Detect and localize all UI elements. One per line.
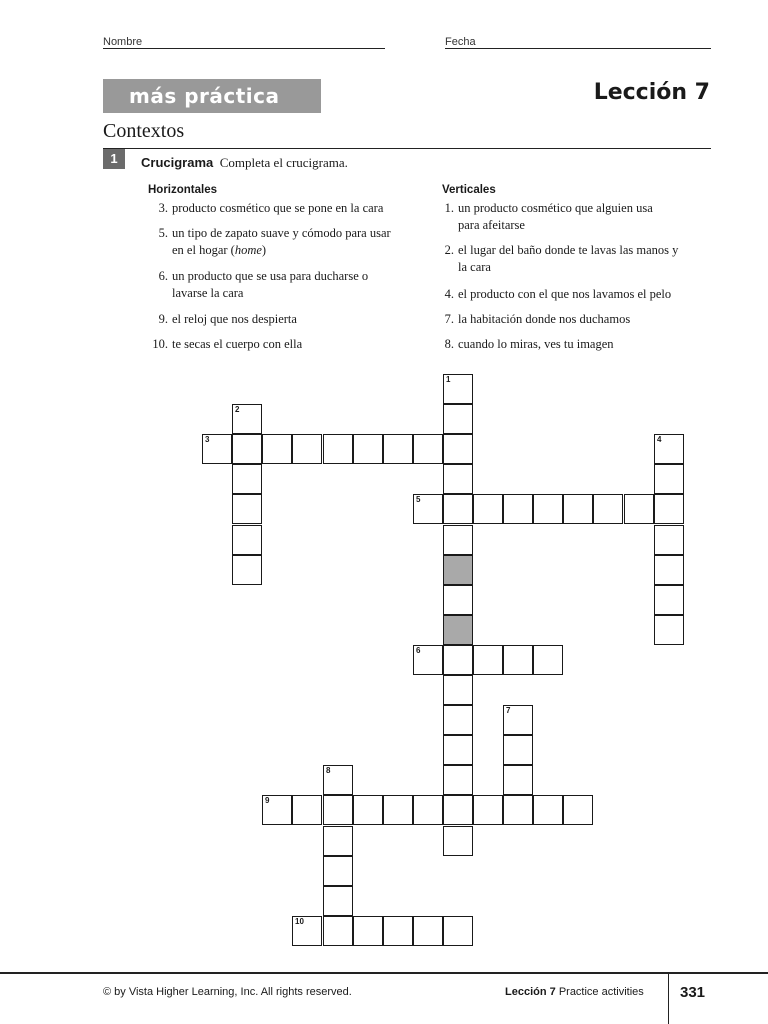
clue-text: un tipo de zapato suave y cómodo para usar xyxy=(172,226,391,240)
crossword-cell[interactable] xyxy=(232,555,262,585)
crossword-cell[interactable] xyxy=(232,464,262,494)
copyright: © by Vista Higher Learning, Inc. All rights reserved. xyxy=(103,986,352,998)
crossword-cell[interactable] xyxy=(654,494,684,524)
clue-number: 7. xyxy=(444,312,454,326)
clue-item xyxy=(142,336,432,353)
crossword-cell[interactable] xyxy=(654,525,684,555)
crossword-cell[interactable] xyxy=(383,434,413,464)
clue-number: 4. xyxy=(444,287,454,301)
crossword-cell[interactable] xyxy=(443,735,473,765)
crossword-cell[interactable] xyxy=(323,826,353,856)
clue-number: 5. xyxy=(158,226,168,240)
crossword-cell[interactable] xyxy=(503,705,533,735)
cell-number: 7 xyxy=(506,706,511,715)
crossword-cell[interactable] xyxy=(654,434,684,464)
cell-number: 4 xyxy=(657,435,662,444)
clue-text: un producto cosmético que alguien usa xyxy=(458,201,653,215)
crossword-cell[interactable] xyxy=(443,374,473,404)
crossword-cell[interactable] xyxy=(443,585,473,615)
date-label: Fecha xyxy=(445,36,476,48)
crossword-cell[interactable] xyxy=(323,765,353,795)
crossword-cell[interactable] xyxy=(353,795,383,825)
cell-number: 3 xyxy=(205,435,210,444)
clue-text: la cara xyxy=(458,260,491,274)
section-rule xyxy=(103,148,711,149)
crossword-cell[interactable] xyxy=(443,705,473,735)
crossword-cell[interactable] xyxy=(593,494,623,524)
crossword-cell[interactable] xyxy=(383,795,413,825)
crossword-cell[interactable] xyxy=(473,494,503,524)
name-line[interactable] xyxy=(103,48,385,49)
crossword-cell[interactable] xyxy=(323,434,353,464)
cell-number: 6 xyxy=(416,646,421,655)
clue-item xyxy=(428,286,718,303)
crossword-cell[interactable] xyxy=(292,795,322,825)
crossword-cell[interactable] xyxy=(443,765,473,795)
crossword-cell[interactable] xyxy=(383,916,413,946)
crossword-cell[interactable] xyxy=(443,494,473,524)
cell-number: 1 xyxy=(446,375,451,384)
crossword-cell[interactable] xyxy=(353,434,383,464)
clue-text: producto cosmético que se pone en la cara xyxy=(172,201,384,215)
crossword-cell[interactable] xyxy=(413,434,443,464)
crossword-cell[interactable] xyxy=(443,434,473,464)
horizontal-heading: Horizontales xyxy=(148,184,218,196)
clue-number: 10. xyxy=(152,337,168,351)
footer-label: Practice activities xyxy=(558,986,644,998)
footer-rule xyxy=(0,972,768,974)
crossword-cell[interactable] xyxy=(262,434,292,464)
clue-text: en el hogar (home) xyxy=(172,243,267,257)
name-label: Nombre xyxy=(103,36,143,48)
crossword-cell[interactable] xyxy=(654,585,684,615)
footer-divider xyxy=(668,974,669,1024)
crossword-cell[interactable] xyxy=(262,795,292,825)
blocked-cell xyxy=(443,615,473,645)
crossword-cell[interactable] xyxy=(232,404,262,434)
crossword-cell[interactable] xyxy=(413,795,443,825)
clue-text: cuando lo miras, ves tu imagen xyxy=(458,337,614,351)
crossword-cell[interactable] xyxy=(232,525,262,555)
clue-text: el reloj que nos despierta xyxy=(172,312,297,326)
clue-number: 2. xyxy=(444,243,454,257)
crossword-cell[interactable] xyxy=(443,525,473,555)
clue-text: para afeitarse xyxy=(458,218,525,232)
crossword-cell[interactable] xyxy=(413,645,443,675)
clue-text: la habitación donde nos duchamos xyxy=(458,312,631,326)
clue-text: el producto con el que nos lavamos el pelo xyxy=(458,287,672,301)
cell-number: 2 xyxy=(235,405,240,414)
crossword-cell[interactable] xyxy=(533,795,563,825)
clue-item xyxy=(142,225,432,259)
crossword-cell[interactable] xyxy=(563,494,593,524)
clue-number: 6. xyxy=(158,269,168,283)
crossword-cell[interactable] xyxy=(503,795,533,825)
clue-item xyxy=(428,200,718,234)
crossword-cell[interactable] xyxy=(202,434,232,464)
clue-item xyxy=(142,268,432,302)
clue-item xyxy=(428,242,718,276)
clue-item xyxy=(142,200,432,217)
crossword-cell[interactable] xyxy=(232,494,262,524)
section-title: Contextos xyxy=(103,120,185,142)
crossword-cell[interactable] xyxy=(443,675,473,705)
crossword-cell[interactable] xyxy=(443,795,473,825)
crossword-cell[interactable] xyxy=(232,434,262,464)
crossword-cell[interactable] xyxy=(443,826,473,856)
crossword-cell[interactable] xyxy=(323,886,353,916)
activity-number: 1 xyxy=(103,149,125,169)
crossword-cell[interactable] xyxy=(533,645,563,675)
clue-item xyxy=(142,311,432,328)
activity-instruction: Completa el crucigrama. xyxy=(219,155,348,170)
crossword-cell[interactable] xyxy=(654,464,684,494)
crossword-cell[interactable] xyxy=(654,615,684,645)
activity-name: Crucigrama xyxy=(141,155,214,170)
mas-practica-banner: más práctica xyxy=(103,79,321,113)
cell-number: 9 xyxy=(265,796,270,805)
crossword-cell[interactable] xyxy=(323,916,353,946)
cell-number: 10 xyxy=(295,917,304,926)
crossword-cell[interactable] xyxy=(533,494,563,524)
clue-text: un producto que se usa para ducharse o xyxy=(172,269,369,283)
clue-number: 9. xyxy=(158,312,168,326)
date-line[interactable] xyxy=(445,48,711,49)
crossword-cell[interactable] xyxy=(413,916,443,946)
crossword-cell[interactable] xyxy=(624,494,654,524)
crossword-cell[interactable] xyxy=(503,494,533,524)
cell-number: 8 xyxy=(326,766,331,775)
clue-item xyxy=(428,311,718,328)
crossword-cell[interactable] xyxy=(503,765,533,795)
blocked-cell xyxy=(443,555,473,585)
clue-text: te secas el cuerpo con ella xyxy=(172,337,303,351)
crossword-cell[interactable] xyxy=(443,645,473,675)
crossword-cell[interactable] xyxy=(292,916,322,946)
clue-item xyxy=(428,336,718,353)
footer-lesson xyxy=(505,986,644,998)
crossword-cell[interactable] xyxy=(353,916,383,946)
crossword-cell[interactable] xyxy=(443,916,473,946)
crossword-cell[interactable] xyxy=(292,434,322,464)
crossword-cell[interactable] xyxy=(473,795,503,825)
crossword-cell[interactable] xyxy=(443,464,473,494)
crossword-cell[interactable] xyxy=(503,645,533,675)
crossword-cell[interactable] xyxy=(323,795,353,825)
clue-number: 3. xyxy=(158,201,168,215)
clue-number: 8. xyxy=(444,337,454,351)
activity-title xyxy=(141,155,348,171)
clue-number: 1. xyxy=(444,201,454,215)
page-number: 331 xyxy=(680,984,706,1001)
crossword-cell[interactable] xyxy=(473,645,503,675)
crossword-cell[interactable] xyxy=(503,735,533,765)
clue-text: el lugar del baño donde te lavas las manos y xyxy=(458,243,679,257)
crossword-cell[interactable] xyxy=(443,404,473,434)
crossword-cell[interactable] xyxy=(323,856,353,886)
crossword-cell[interactable] xyxy=(563,795,593,825)
crossword-cell[interactable] xyxy=(413,494,443,524)
vertical-heading: Verticales xyxy=(442,184,496,196)
cell-number: 5 xyxy=(416,495,421,504)
lesson-title: Lección 7 xyxy=(593,80,710,105)
footer-lesson-name: Lección 7 xyxy=(505,986,556,998)
clue-text: lavarse la cara xyxy=(172,286,244,300)
crossword-cell[interactable] xyxy=(654,555,684,585)
